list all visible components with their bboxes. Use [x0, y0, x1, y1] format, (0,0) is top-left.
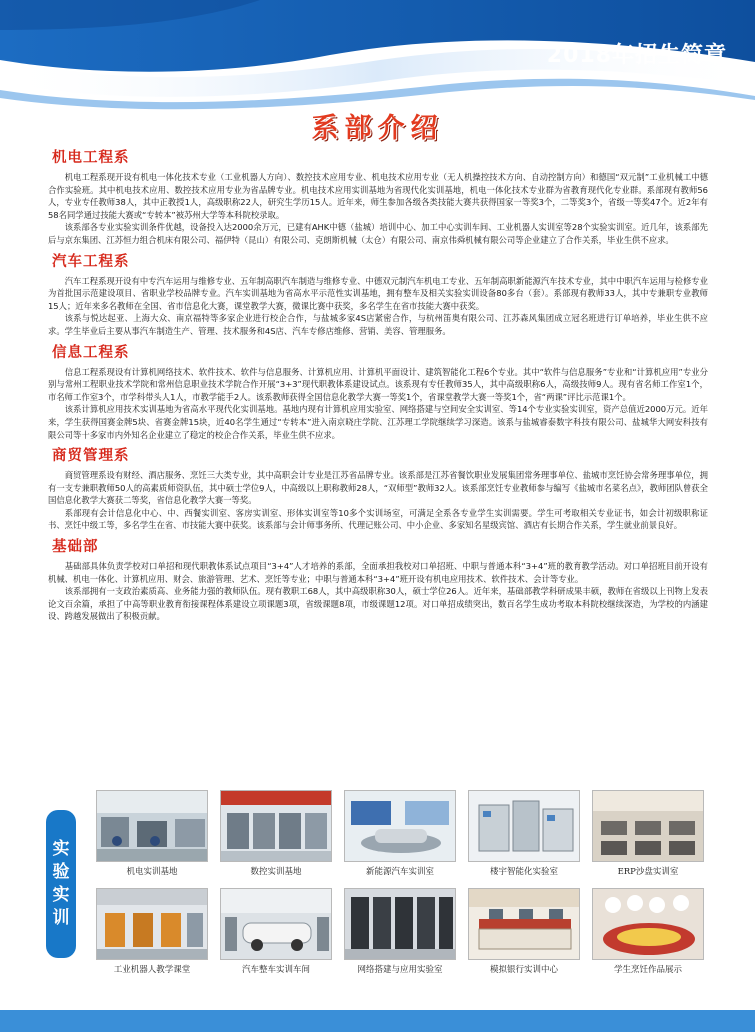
dept-title: 汽车工程系: [52, 253, 130, 270]
lab-photo-card: [344, 790, 456, 877]
building-lab-photo-icon: [468, 790, 580, 862]
lab-photo-card: [468, 790, 580, 877]
footer-band: [0, 1010, 755, 1032]
lab-caption: 新能源汽车实训室: [365, 867, 434, 877]
dept-title: 机电工程系: [52, 150, 130, 166]
labs-label-char: 实: [52, 839, 70, 859]
lab-caption: 学生烹饪作品展示: [613, 965, 682, 975]
page-title: [0, 106, 755, 145]
dept-paragraph: 该系与悦达起亚、上海大众、南京福特等多家企业进行校企合作，与盐城多家4S店紧密合作，与杭州笛奥有限公司、江苏森风集团成立冠名班进行订单培养，毕业生供不应求。学生毕业后主要从事汽车制造生产、管理、技术服务和4S店、汽车专修店维修、营销、美容、管理服务。: [48, 313, 708, 336]
car-workshop-photo-icon: [220, 888, 332, 960]
lab-caption: 模拟银行实训中心: [489, 965, 558, 975]
lab-photo-card: [220, 888, 332, 975]
dept-business: [48, 444, 708, 532]
erp-lab-photo-icon: [592, 790, 704, 862]
year-title: 2018年招生简章: [546, 43, 727, 68]
lab-caption: 汽车整车实训车间: [241, 965, 310, 975]
lab-photo-card: [592, 790, 704, 877]
page-title-text: 系部介绍: [311, 113, 444, 144]
bank-sim-photo-icon: [468, 888, 580, 960]
dept-paragraph: 汽车工程系现开设有中专汽车运用与维修专业、五年制高职汽车制造与维修专业、中德双元制汽车机电工专业、五年制高职新能源汽车技术专业，其中中职汽车运用与检修专业为首批国示范建设项目、省职业学校品牌专业。汽车实训基地为省高水平示范性实训基地，拥有整车及相关实验实训设备80多台（套）。系部现有教师33人，其中专兼职专业教师15人；近年来多名教师在全国、省市信息化大赛，课堂教学大赛，微课比赛中获奖，多名学生在省市技能大赛中获奖。: [48, 275, 708, 311]
lab-caption: 工业机器人教学课堂: [113, 965, 191, 975]
dept-information: [48, 341, 708, 442]
lab-photo-card: [468, 888, 580, 975]
cnc-photo-icon: [220, 790, 332, 862]
lab-caption: 网络搭建与应用实验室: [357, 965, 443, 975]
dept-paragraph: 系部现有会计信息化中心、中、西餐实训室、客房实训室、形体实训室等10多个实训场室，可满足全系各专业学生实训需要。学生可考取相关专业证书，如会计初级职称证书、烹饪中级工等，多名学生在省、市技能大赛中获奖。该系部与会计师事务所、代理记账公司、中小企业、多家知名星级宾馆、酒店有长期合作关系，学生就业前景良好。: [48, 507, 708, 531]
network-lab-photo-icon: [344, 888, 456, 960]
departments-list: [48, 144, 708, 626]
labs-label-char: 训: [52, 908, 70, 928]
lab-photo-card: [220, 790, 332, 877]
labs-label: [46, 810, 76, 958]
workshop-photo-icon: [96, 790, 208, 862]
cooking-photo-icon: [592, 888, 704, 960]
dept-foundation: [48, 535, 708, 623]
lab-photo-card: [96, 888, 208, 975]
dept-paragraph: 机电工程系现开设有机电一体化技术专业（工业机器人方向）、数控技术应用专业、机电技术应用专业（无人机操控技术方向、自动控制方向）和德国“双元制”工业机械工中德合作实验班。其中机电技术应用、数控技术应用专业为省品牌专业。机电技术应用实训基地为省现代化实训基地，机电一体化技术专业群为省教育现代化专业群。系部现有教师56人，专业专任教师38人，其中正教授1人，高级职称22人，研究生学历15人。近年来，师生参加各级各类技能大赛共获得国家一等奖3个，二等奖3个，省级一等奖47个。近2年有58名同学通过技能大赛或“专转本”被苏州大学等本科院校录取。: [48, 172, 708, 220]
ev-lab-photo-icon: [344, 790, 456, 862]
labs-label-char: 验: [52, 862, 70, 882]
dept-automotive: [48, 250, 708, 338]
labs-label-char: 实: [52, 885, 70, 905]
lab-caption: 机电实训基地: [126, 867, 178, 877]
lab-photo-card: [592, 888, 704, 975]
lab-caption: 楼宇智能化实验室: [489, 867, 558, 877]
lab-caption: 数控实训基地: [250, 867, 302, 877]
lab-photo-card: [96, 790, 208, 877]
dept-mechatronics: [48, 146, 708, 247]
lab-photo-card: [344, 888, 456, 975]
robot-class-photo-icon: [96, 888, 208, 960]
dept-paragraph: 商贸管理系设有财经、酒店服务、烹饪三大类专业，其中高职会计专业是江苏省品牌专业。该系部是江苏省餐饮职业发展集团常务理事单位、盐城市烹饪协会常务理事单位，拥有一支专兼职教师50人的高素质师资队伍，其中硕士学位9人，中高级以上职称教师28人，“双师型”教师32人。该系部烹饪专业教师参与编写《盐城市名菜名点》，教师团队曾获全国信息化教学大赛获二等奖，省信息化教学大赛一等奖。: [48, 470, 708, 506]
dept-paragraph: 该系部拥有一支政治素质高、业务能力强的教师队伍。现有教职工68人，其中高级职称30人，硕士学位26人。近年来，基础部教学科研成果丰硕，教师在省级以上刊物上发表论文百余篇，承担了中高等职业教育衔接课程体系建设立项课题3项，省级课题8项，市级课题12项。对口单招成绩突出，数百名学生成功考取本科院校继续深造，为学校的内涵建设、跨越发展做出了积极贡献。: [48, 586, 708, 622]
dept-paragraph: 信息工程系现设有计算机网络技术、软件技术、软件与信息服务、计算机应用、计算机平面设计、建筑智能化工程6个专业。其中“软件与信息服务”专业和“计算机应用”专业分别与常州工程职业技术学院和常州信息职业技术学院合作开展“3+3”现代职教体系建设试点。该系现有专任教师35人，其中高级职称6人，高级技师9人。现有省名师工作室1个，市名师工作室3个，市学科带头人1人，市教学能手2人。该系教师获得全国信息化教学大赛一等奖1个，省课堂教学大赛一等奖1个，省“两课”评比示范课1个。: [48, 366, 708, 402]
dept-paragraph: 该系计算机应用技术实训基地为省高水平现代化实训基地。基地内现有计算机应用实验室、网络搭建与空间安全实训室、等14个专业实验实训室，资产总值近2000万元。近年来，学生获得国赛金牌5块、省赛金牌15块，近40名学生通过“专转本”进入南京晓庄学院、江苏理工学院继续学习深造。该系与盐城睿泰数字科技有限公司、盐城华大网安科技有限公司等十多家市内外知名企业建立了稳定的校企合作关系，毕业生供不应求。: [48, 404, 708, 440]
dept-paragraph: 该系部各专业实验实训条件优越，设备投入达2000余万元，已建有AHK中德（盐城）培训中心、加工中心实训车间、工业机器人实训室等28个实验实训室。近几年，该系部先后与京东集团、江苏恒力组合机床有限公司、福伊特（昆山）有限公司、克朗斯机械（太仓）有限公司、南京伟舜机械有限公司等企业建立了合作关系，毕业生供不应求。: [48, 222, 708, 245]
dept-title: 商贸管理系: [52, 448, 130, 465]
lab-caption: ERP沙盘实训室: [617, 867, 679, 877]
dept-paragraph: 基础部具体负责学校对口单招和现代职教体系试点项目“3+4”人才培养的系部，全面承担我校对口单招班、中职与普通本科“3+4”班的教育教学活动。对口单招班目前开设有机械、机电一体化、计算机应用、财会、旅游管理、艺术、烹饪等专业；中职与普通本科“3+4”班开设有机电应用技术、软件技术、会计等专业。: [48, 561, 708, 584]
dept-title: 基础部: [52, 539, 99, 556]
dept-title: 信息工程系: [52, 344, 130, 361]
